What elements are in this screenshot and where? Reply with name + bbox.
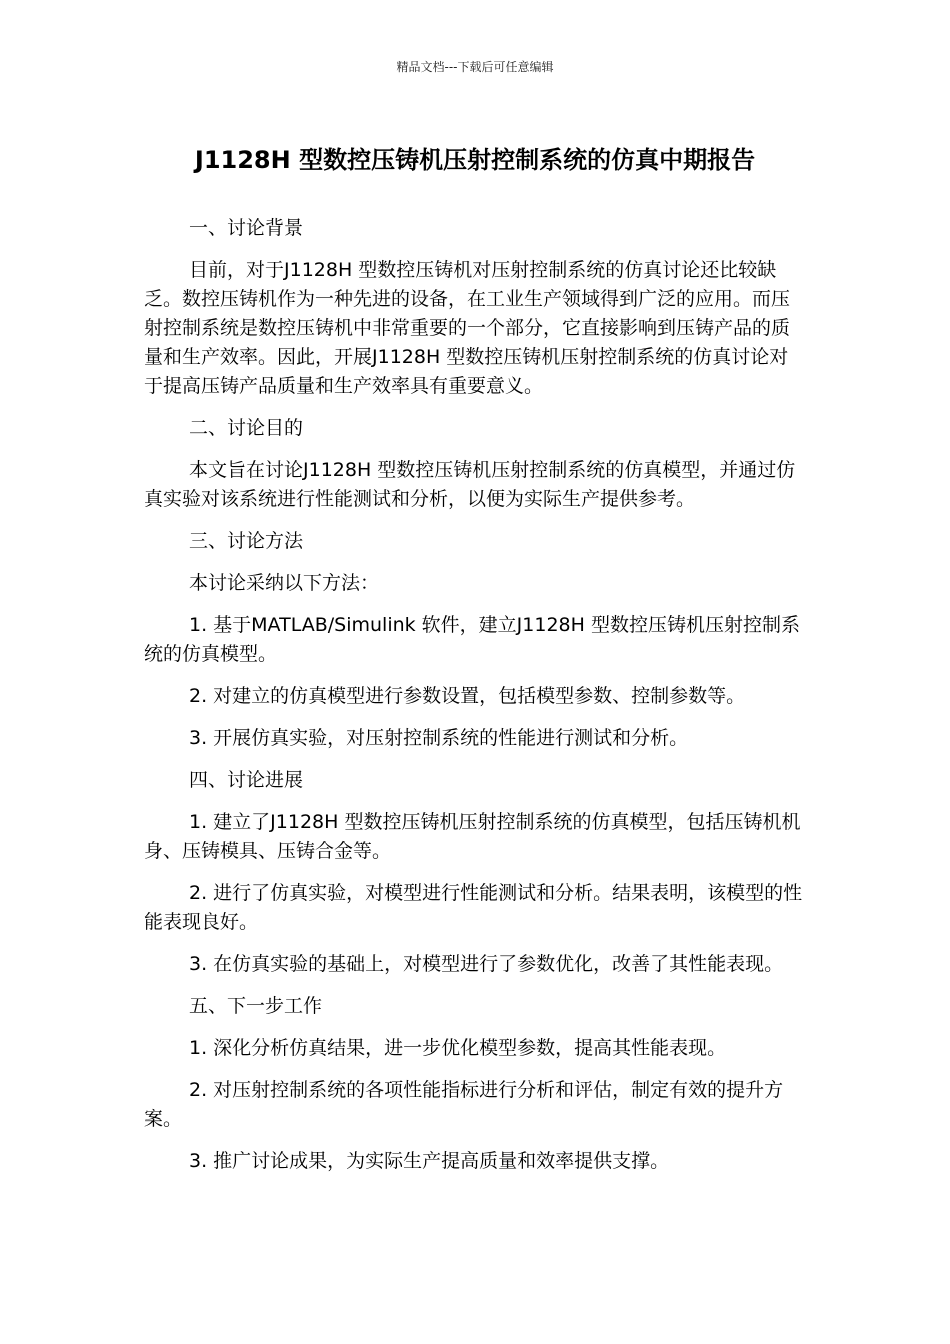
section-heading-purpose: 二、讨论目的 (189, 417, 304, 439)
list-item-method-3: 3. 开展仿真实验，对压射控制系统的性能进行测试和分析。 (189, 727, 689, 749)
section-heading-progress: 四、讨论进展 (189, 769, 304, 791)
paragraph-method-intro: 本讨论采纳以下方法： (189, 572, 380, 594)
list-item-progress-3: 3. 在仿真实验的基础上，对模型进行了参数优化，改善了其性能表现。 (189, 953, 784, 975)
paragraph-background: 目前，对于J1128H 型数控压铸机对压射控制系统的仿真讨论还比较缺乏。数控压铸机作为一种先进的设备，在工业生产领域得到广泛的应用。而压射控制系统是数控压铸机中非常重要的一个部分，它直接影响到压铸产品的质量和生产效率。因此，开展J1128H 型数控压铸机压射控制系统的仿真讨论对于提高压铸产品质量和生产效率具有重要意义。 (144, 259, 791, 397)
document-title: J1128H 型数控压铸机压射控制系统的仿真中期报告 (194, 146, 756, 174)
section-heading-background: 一、讨论背景 (189, 217, 304, 239)
section-heading-next-steps: 五、下一步工作 (189, 995, 323, 1017)
section-heading-method: 三、讨论方法 (189, 530, 304, 552)
list-item-method-2: 2. 对建立的仿真模型进行参数设置，包括模型参数、控制参数等。 (189, 685, 746, 707)
list-item-next-3: 3. 推广讨论成果，为实际生产提高质量和效率提供支撑。 (189, 1150, 670, 1172)
paragraph-purpose: 本文旨在讨论J1128H 型数控压铸机压射控制系统的仿真模型，并通过仿真实验对该系统进行性能测试和分析，以便为实际生产提供参考。 (144, 459, 796, 510)
list-item-progress-2: 2. 进行了仿真实验，对模型进行性能测试和分析。结果表明，该模型的性能表现良好。 (144, 882, 803, 933)
page-header: 精品文档---下载后可任意编辑 (396, 60, 554, 74)
list-item-next-1: 1. 深化分析仿真结果，进一步优化模型参数，提高其性能表现。 (189, 1037, 727, 1059)
document-body (144, 214, 806, 1189)
list-item-method-1: 1. 基于MATLAB/Simulink 软件，建立J1128H 型数控压铸机压射控制系统的仿真模型。 (144, 614, 800, 665)
list-item-next-2: 2. 对压射控制系统的各项性能指标进行分析和评估，制定有效的提升方案。 (144, 1079, 784, 1130)
list-item-progress-1: 1. 建立了J1128H 型数控压铸机压射控制系统的仿真模型，包括压铸机机身、压铸模具、压铸合金等。 (144, 811, 801, 862)
